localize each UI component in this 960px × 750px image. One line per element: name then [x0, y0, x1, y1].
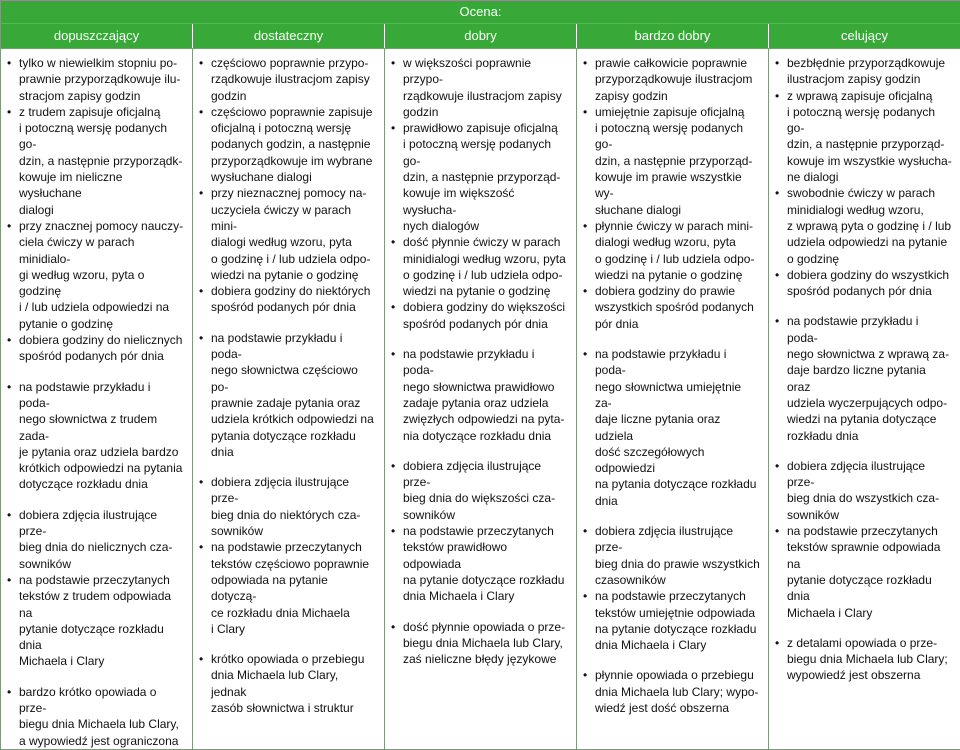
- criteria-item: [391, 523, 568, 604]
- criteria-text: dobiera zdjęcia ilustrujące prze- bieg dnia do prawie wszystkich czasowników: [595, 523, 760, 588]
- bullet-icon: •: [775, 88, 787, 186]
- bullet-icon: •: [199, 283, 211, 316]
- criteria-text: częściowo poprawnie zapisuje oficjalną i potoczną wersję podanych godzin, a następnie przyporządkowuje im wybrane wysłuchane dialogi: [211, 104, 376, 185]
- bullet-icon: •: [583, 283, 595, 332]
- criteria-item: [391, 458, 568, 523]
- bullet-icon: •: [199, 55, 211, 104]
- criteria-text: umiejętnie zapisuje oficjalną i potoczną wersję podanych go- dzin, a następnie przyporząd- kowuje im prawie wszystkie wy- słuchane dialogi: [595, 104, 760, 218]
- bullet-icon: •: [391, 346, 403, 444]
- group-spacer: [775, 299, 952, 313]
- bullet-icon: •: [199, 539, 211, 637]
- criteria-item: [583, 667, 760, 716]
- criteria-text: swobodnie ćwiczy w parach minidialogi według wzoru, z wprawą pyta o godzinę i / lub udziela odpowiedzi na pytanie o godzinę: [787, 185, 952, 266]
- criteria-text: dobiera godziny do większości spośród podanych pór dnia: [403, 299, 568, 332]
- bullet-icon: •: [199, 474, 211, 539]
- bullet-icon: •: [775, 55, 787, 88]
- criteria-item: [583, 523, 760, 588]
- criteria-item: [391, 619, 568, 668]
- criteria-text: przy znacznej pomocy nauczy- ciela ćwiczy w parach minidialo- gi według wzoru, pyta o godzinę i / lub udziela odpowiedzi na pytanie o godzinę: [19, 218, 184, 332]
- bullet-icon: •: [583, 346, 595, 509]
- criteria-text: dobiera godziny do nielicznych spośród podanych pór dnia: [19, 332, 184, 365]
- group-spacer: [199, 316, 376, 330]
- bullet-icon: •: [199, 330, 211, 460]
- criteria-text: z detalami opowiada o prze- biegu dnia Michaela lub Clary; wypowiedź jest obszerna: [787, 635, 952, 684]
- group-spacer: [7, 365, 184, 379]
- grade-header-dobry: dobry: [385, 24, 577, 49]
- criteria-text: bezbłędnie przyporządkowuje ilustracjom zapisy godzin: [787, 55, 952, 88]
- criteria-text: płynnie ćwiczy w parach mini- dialogi według wzoru, pyta o godzinę i / lub udziela odpo- wiedzi na pytanie o godzinę: [595, 218, 760, 283]
- criteria-text: dobiera zdjęcia ilustrujące prze- bieg dnia do nielicznych cza- sowników: [19, 507, 184, 572]
- bullet-icon: •: [7, 379, 19, 493]
- criteria-item: [775, 523, 952, 621]
- criteria-text: w większości poprawnie przypo- rządkowuje ilustracjom zapisy godzin: [403, 55, 568, 120]
- bullet-icon: •: [199, 104, 211, 185]
- bullet-icon: •: [583, 523, 595, 588]
- criteria-text: częściowo poprawnie przypo- rządkowuje ilustracjom zapisy godzin: [211, 55, 376, 104]
- grade-header-dopuszczajacy: dopuszczający: [1, 24, 193, 49]
- group-spacer: [391, 444, 568, 458]
- criteria-item: [775, 313, 952, 443]
- bullet-icon: •: [391, 523, 403, 604]
- bullet-icon: •: [391, 299, 403, 332]
- criteria-item: [7, 55, 184, 104]
- group-spacer: [199, 460, 376, 474]
- criteria-text: na podstawie przykładu i poda- nego słownictwa częściowo po- prawnie zadaje pytania oraz udziela krótkich odpowiedzi na pytania dotyczące rozkładu dnia: [211, 330, 376, 460]
- criteria-item: [391, 55, 568, 120]
- criteria-text: na podstawie przykładu i poda- nego słownictwa prawidłowo zadaje pytania oraz udziela zwięzłych odpowiedzi na pyta- nia dotyczące rozkładu dnia: [403, 346, 568, 444]
- bullet-icon: •: [7, 218, 19, 332]
- criteria-item: [199, 283, 376, 316]
- criteria-text: dobiera godziny do niektórych spośród podanych pór dnia: [211, 283, 376, 316]
- bullet-icon: •: [775, 185, 787, 266]
- criteria-item: [7, 104, 184, 218]
- criteria-item: [199, 185, 376, 283]
- criteria-column-dopuszczajacy: [1, 49, 193, 750]
- bullet-icon: •: [775, 313, 787, 443]
- bullet-icon: •: [775, 458, 787, 523]
- criteria-text: dobiera zdjęcia ilustrujące prze- bieg dnia do niektórych cza- sowników: [211, 474, 376, 539]
- criteria-item: [7, 684, 184, 749]
- criteria-text: na podstawie przykładu i poda- nego słownictwa z trudem zada- je pytania oraz udziela bardzo krótkich odpowiedzi na pytania dotyczące rozkładu dnia: [19, 379, 184, 493]
- criteria-text: płynnie opowiada o przebiegu dnia Michaela lub Clary; wypo- wiedź jest dość obszerna: [595, 667, 760, 716]
- group-spacer: [391, 332, 568, 346]
- criteria-text: na podstawie przykładu i poda- nego słownictwa umiejętnie za- daje liczne pytania oraz udziela dość szczegółowych odpowiedzi na pytania dotyczące rozkładu dnia: [595, 346, 760, 509]
- criteria-item: [199, 55, 376, 104]
- criteria-item: [199, 539, 376, 637]
- criteria-text: przy nieznacznej pomocy na- uczyciela ćwiczy w parach mini- dialogi według wzoru, pyta o godzinę i / lub udziela odpo- wiedzi na pytanie o godzinę: [211, 185, 376, 283]
- table-title: Ocena:: [1, 1, 960, 24]
- bullet-icon: •: [199, 651, 211, 716]
- criteria-text: na podstawie przykładu i poda- nego słownictwa z wprawą za- daje bardzo liczne pytania oraz udziela wyczerpujących odpo- wiedzi na pytania dotyczące rozkładu dnia: [787, 313, 952, 443]
- criteria-text: na podstawie przeczytanych tekstów umiejętnie odpowiada na pytanie dotyczące rozkładu dnia Michaela i Clary: [595, 588, 760, 653]
- criteria-text: bardzo krótko opowiada o prze- biegu dnia Michaela lub Clary, a wypowiedź jest ograniczona: [19, 684, 184, 749]
- bullet-icon: •: [391, 458, 403, 523]
- criteria-item: [199, 474, 376, 539]
- bullet-icon: •: [775, 267, 787, 300]
- group-spacer: [775, 621, 952, 635]
- criteria-text: dobiera godziny do prawie wszystkich spośród podanych pór dnia: [595, 283, 760, 332]
- criteria-item: [583, 346, 760, 509]
- criteria-item: [583, 218, 760, 283]
- criteria-item: [775, 185, 952, 266]
- criteria-text: na podstawie przeczytanych tekstów sprawnie odpowiada na pytanie dotyczące rozkładu dnia Michaela i Clary: [787, 523, 952, 621]
- criteria-item: [391, 299, 568, 332]
- criteria-column-bardzo-dobry: [577, 49, 769, 750]
- criteria-column-dostateczny: [193, 49, 385, 750]
- criteria-text: z wprawą zapisuje oficjalną i potoczną wersję podanych go- dzin, a następnie przyporząd- kowuje im wszystkie wysłucha- ne dialogi: [787, 88, 952, 186]
- bullet-icon: •: [391, 55, 403, 120]
- group-spacer: [391, 605, 568, 619]
- group-spacer: [583, 509, 760, 523]
- criteria-text: na podstawie przeczytanych tekstów prawidłowo odpowiada na pytanie dotyczące rozkładu dnia Michaela i Clary: [403, 523, 568, 604]
- bullet-icon: •: [775, 523, 787, 621]
- criteria-item: [7, 379, 184, 493]
- criteria-item: [391, 120, 568, 234]
- group-spacer: [7, 670, 184, 684]
- bullet-icon: •: [583, 104, 595, 218]
- bullet-icon: •: [199, 185, 211, 283]
- criteria-column-celujacy: [769, 49, 960, 750]
- criteria-item: [583, 283, 760, 332]
- criteria-text: dobiera zdjęcia ilustrujące prze- bieg dnia do wszystkich cza- sowników: [787, 458, 952, 523]
- bullet-icon: •: [391, 234, 403, 299]
- criteria-text: na podstawie przeczytanych tekstów z trudem odpowiada na pytanie dotyczące rozkładu dnia Michaela i Clary: [19, 572, 184, 670]
- criteria-item: [391, 346, 568, 444]
- criteria-item: [583, 55, 760, 104]
- criteria-text: dość płynnie opowiada o prze- biegu dnia Michaela lub Clary, zaś nieliczne błędy językowe: [403, 619, 568, 668]
- criteria-text: tylko w niewielkim stopniu po- prawnie przyporządkowuje ilu- stracjom zapisy godzin: [19, 55, 184, 104]
- bullet-icon: •: [7, 332, 19, 365]
- criteria-text: na podstawie przeczytanych tekstów częściowo poprawnie odpowiada na pytanie dotyczą- ce rozkładu dnia Michaela i Clary: [211, 539, 376, 637]
- criteria-item: [775, 88, 952, 186]
- group-spacer: [7, 493, 184, 507]
- bullet-icon: •: [7, 684, 19, 749]
- bullet-icon: •: [7, 55, 19, 104]
- criteria-item: [583, 588, 760, 653]
- criteria-item: [7, 572, 184, 670]
- group-spacer: [583, 332, 760, 346]
- criteria-text: prawidłowo zapisuje oficjalną i potoczną wersję podanych go- dzin, a następnie przyporząd- kowuje im większość wysłucha- nych dialogów: [403, 120, 568, 234]
- criteria-text: dość płynnie ćwiczy w parach minidialogi według wzoru, pyta o godzinę i / lub udziela odpo- wiedzi na pytanie o godzinę: [403, 234, 568, 299]
- bullet-icon: •: [7, 572, 19, 670]
- criteria-item: [583, 104, 760, 218]
- bullet-icon: •: [775, 635, 787, 684]
- criteria-item: [199, 104, 376, 185]
- grade-header-dostateczny: dostateczny: [193, 24, 385, 49]
- group-spacer: [583, 653, 760, 667]
- criteria-text: dobiera godziny do wszystkich spośród podanych pór dnia: [787, 267, 952, 300]
- criteria-text: z trudem zapisuje oficjalną i potoczną wersję podanych go- dzin, a następnie przyporządk- kowuje im nieliczne wysłuchane dialogi: [19, 104, 184, 218]
- criteria-item: [775, 635, 952, 684]
- bullet-icon: •: [391, 619, 403, 668]
- criteria-item: [199, 330, 376, 460]
- bullet-icon: •: [583, 667, 595, 716]
- criteria-item: [775, 267, 952, 300]
- criteria-text: krótko opowiada o przebiegu dnia Michaela lub Clary, jednak zasób słownictwa i struktur: [211, 651, 376, 716]
- criteria-column-dobry: [385, 49, 577, 750]
- criteria-item: [7, 332, 184, 365]
- criteria-item: [775, 55, 952, 88]
- grade-header-celujacy: celujący: [769, 24, 960, 49]
- criteria-item: [199, 651, 376, 716]
- bullet-icon: •: [583, 588, 595, 653]
- bullet-icon: •: [7, 104, 19, 218]
- criteria-item: [7, 507, 184, 572]
- bullet-icon: •: [391, 120, 403, 234]
- bullet-icon: •: [583, 55, 595, 104]
- group-spacer: [199, 637, 376, 651]
- criteria-text: prawie całkowicie poprawnie przyporządkowuje ilustracjom zapisy godzin: [595, 55, 760, 104]
- criteria-text: dobiera zdjęcia ilustrujące prze- bieg dnia do większości cza- sowników: [403, 458, 568, 523]
- group-spacer: [775, 444, 952, 458]
- criteria-item: [391, 234, 568, 299]
- criteria-item: [775, 458, 952, 523]
- bullet-icon: •: [7, 507, 19, 572]
- bullet-icon: •: [583, 218, 595, 283]
- criteria-item: [7, 218, 184, 332]
- grade-header-bardzo-dobry: bardzo dobry: [577, 24, 769, 49]
